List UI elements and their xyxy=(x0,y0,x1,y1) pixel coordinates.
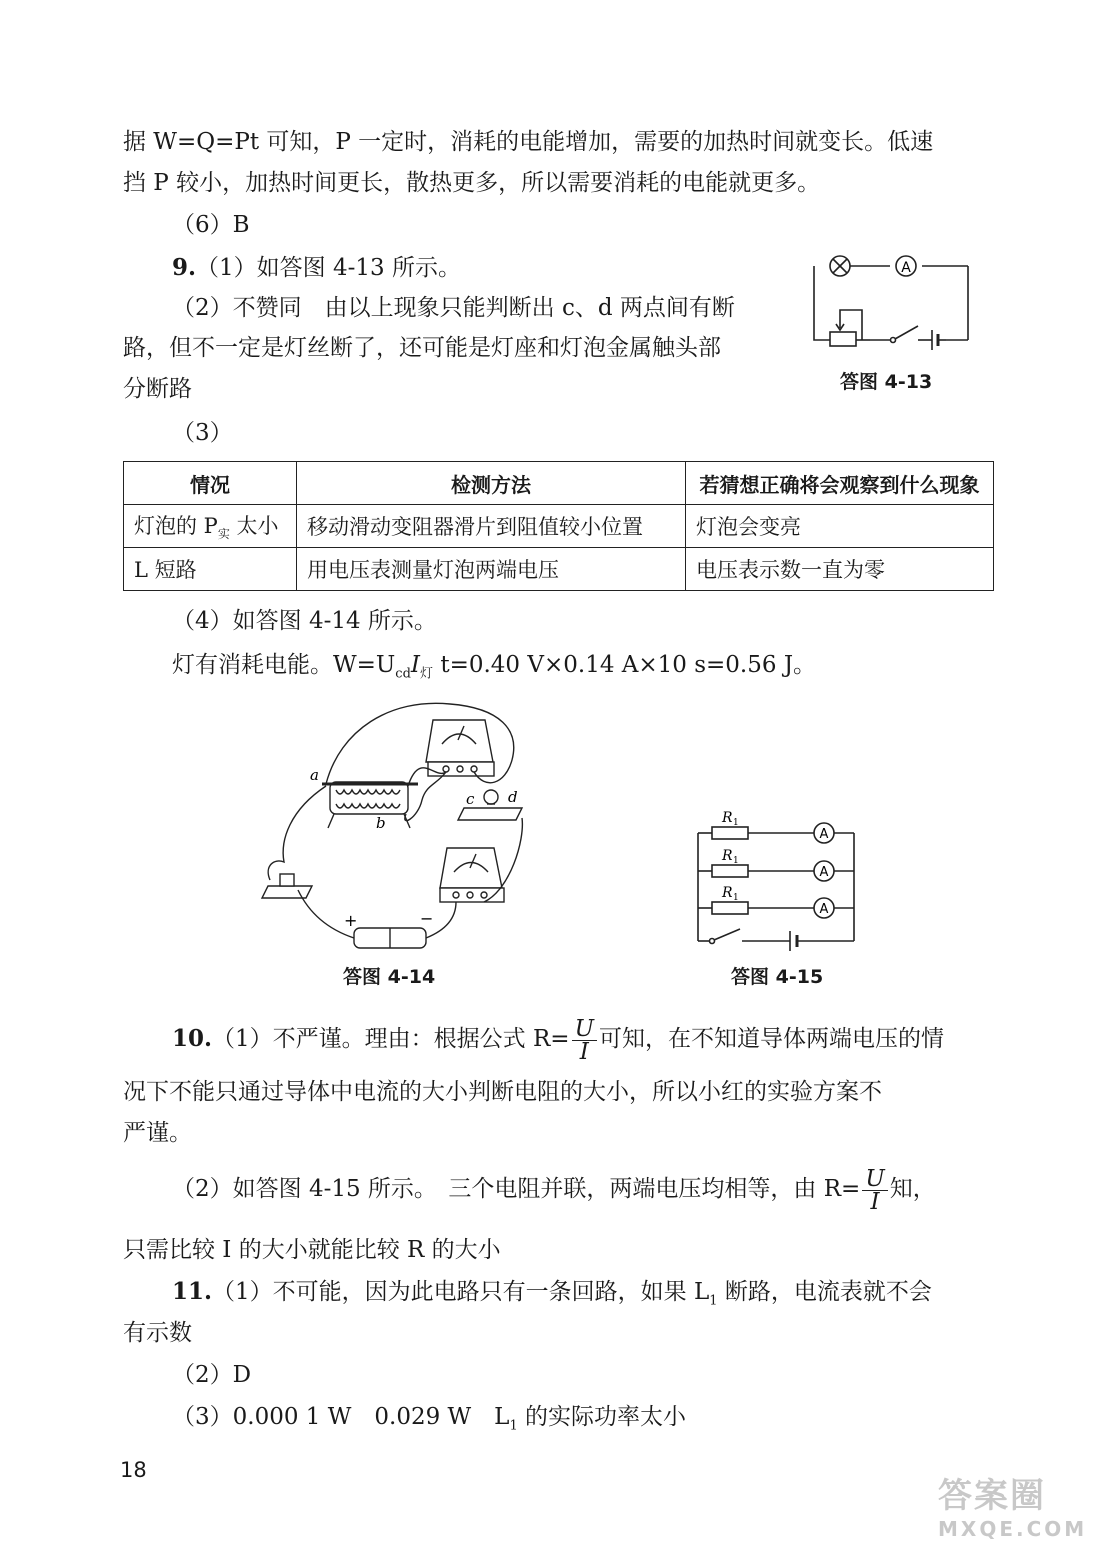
resistor-label: R xyxy=(722,848,733,864)
circuit-figure-4-15 xyxy=(686,805,866,955)
svg-text:1: 1 xyxy=(733,893,739,903)
answer-table xyxy=(123,461,994,591)
table-cell: 电压表示数一直为零 xyxy=(686,548,994,591)
text-line: （2）不赞同 由以上现象只能判断出 c、d 两点间有断 xyxy=(172,295,735,321)
figure-caption: 答图 4-15 xyxy=(731,966,824,988)
table-header: 情况 xyxy=(124,462,297,505)
figure-caption: 答图 4-13 xyxy=(840,371,933,393)
svg-text:1: 1 xyxy=(733,818,739,828)
text-line: （4）如答图 4-14 所示。 xyxy=(172,608,437,634)
point-label-b: b xyxy=(376,814,386,832)
table-row xyxy=(124,505,994,548)
question-10-part-1: 10.（1）不严谨。理由：根据公式 R= $\frac{U}{I}$ 可知，在不知道导体两端电压的情 xyxy=(172,1015,944,1065)
table-header: 检测方法 xyxy=(297,462,686,505)
question-11-part-1: 11.（1）不可能，因为此电路只有一条回路，如果 $L_1$ 断路，电流表就不会 xyxy=(172,1278,932,1309)
circuit-figure-4-13 xyxy=(800,248,980,358)
text-line: 只需比较 I 的大小就能比较 R 的大小 xyxy=(123,1237,501,1263)
text-line: 有示数 xyxy=(123,1320,192,1346)
text-line: 据 W=Q=Pt 可知，P 一定时，消耗的电能增加，需要的加热时间就变长。低速 xyxy=(123,129,934,155)
table-cell: 灯泡会变亮 xyxy=(686,505,994,548)
ammeter-label: A xyxy=(819,827,829,842)
question-11-part-3: （3）0.000 1 W 0.029 W $L_1$ 的实际功率太小 xyxy=(172,1404,687,1434)
table-row xyxy=(124,548,994,591)
point-label-c: c xyxy=(466,790,475,808)
energy-calculation: 灯有消耗电能。$W=U_{cd}I_灯$ t=0.40 V×0.14 A×10 s=0.56 J。 xyxy=(172,652,817,682)
question-number: 10. xyxy=(172,1025,213,1052)
text-line: （3） xyxy=(172,420,233,446)
ammeter-label: A xyxy=(819,865,829,880)
question-9-part-1: 9.（1）如答图 4-13 所示。 xyxy=(172,254,461,281)
fraction-u-over-i: $\frac{U}{I}$ xyxy=(862,1168,887,1213)
page-number: 18 xyxy=(120,1458,147,1482)
table-header-row xyxy=(124,462,994,505)
question-number: 9. xyxy=(172,254,197,281)
table-cell: L 短路 xyxy=(124,548,297,591)
ammeter-label: A xyxy=(901,260,911,276)
table-header: 若猜想正确将会观察到什么现象 xyxy=(686,462,994,505)
text-line: 况下不能只通过导体中电流的大小判断电阻的大小，所以小红的实验方案不 xyxy=(123,1079,882,1105)
point-label-a: a xyxy=(310,766,319,784)
point-label-d: d xyxy=(508,788,518,806)
text-line: 分断路 xyxy=(123,376,192,402)
svg-text:1: 1 xyxy=(733,856,739,866)
wiring-figure-4-14 xyxy=(250,690,540,960)
text-line: 挡 P 较小，加热时间更长，散热更多，所以需要消耗的电能就更多。 xyxy=(123,170,821,196)
text-line: 严谨。 xyxy=(123,1120,192,1146)
question-number: 11. xyxy=(172,1278,213,1305)
text-line: （2）D xyxy=(172,1362,252,1388)
text-line: 路，但不一定是灯丝断了，还可能是灯座和灯泡金属触头部 xyxy=(123,335,721,361)
ammeter-label: A xyxy=(819,902,829,917)
resistor-label: R xyxy=(722,885,733,901)
table-cell: 灯泡的 $P_实$ 太小 xyxy=(124,505,297,548)
positive-terminal: + xyxy=(344,911,358,930)
text-line: （6）B xyxy=(172,212,250,238)
watermark-logo: 答案圈 MXQE.COM xyxy=(938,1476,1088,1541)
figure-caption: 答图 4-14 xyxy=(343,966,436,988)
question-10-part-2: （2）如答图 4-15 所示。 三个电阻并联，两端电压均相等，由 R= $\frac{U}{I}$ 知， xyxy=(172,1165,936,1215)
table-cell: 移动滑动变阻器滑片到阻值较小位置 xyxy=(297,505,686,548)
fraction-u-over-i: $\frac{U}{I}$ xyxy=(572,1018,597,1063)
table-cell: 用电压表测量灯泡两端电压 xyxy=(297,548,686,591)
resistor-label: R xyxy=(722,810,733,826)
negative-terminal: − xyxy=(420,909,434,928)
